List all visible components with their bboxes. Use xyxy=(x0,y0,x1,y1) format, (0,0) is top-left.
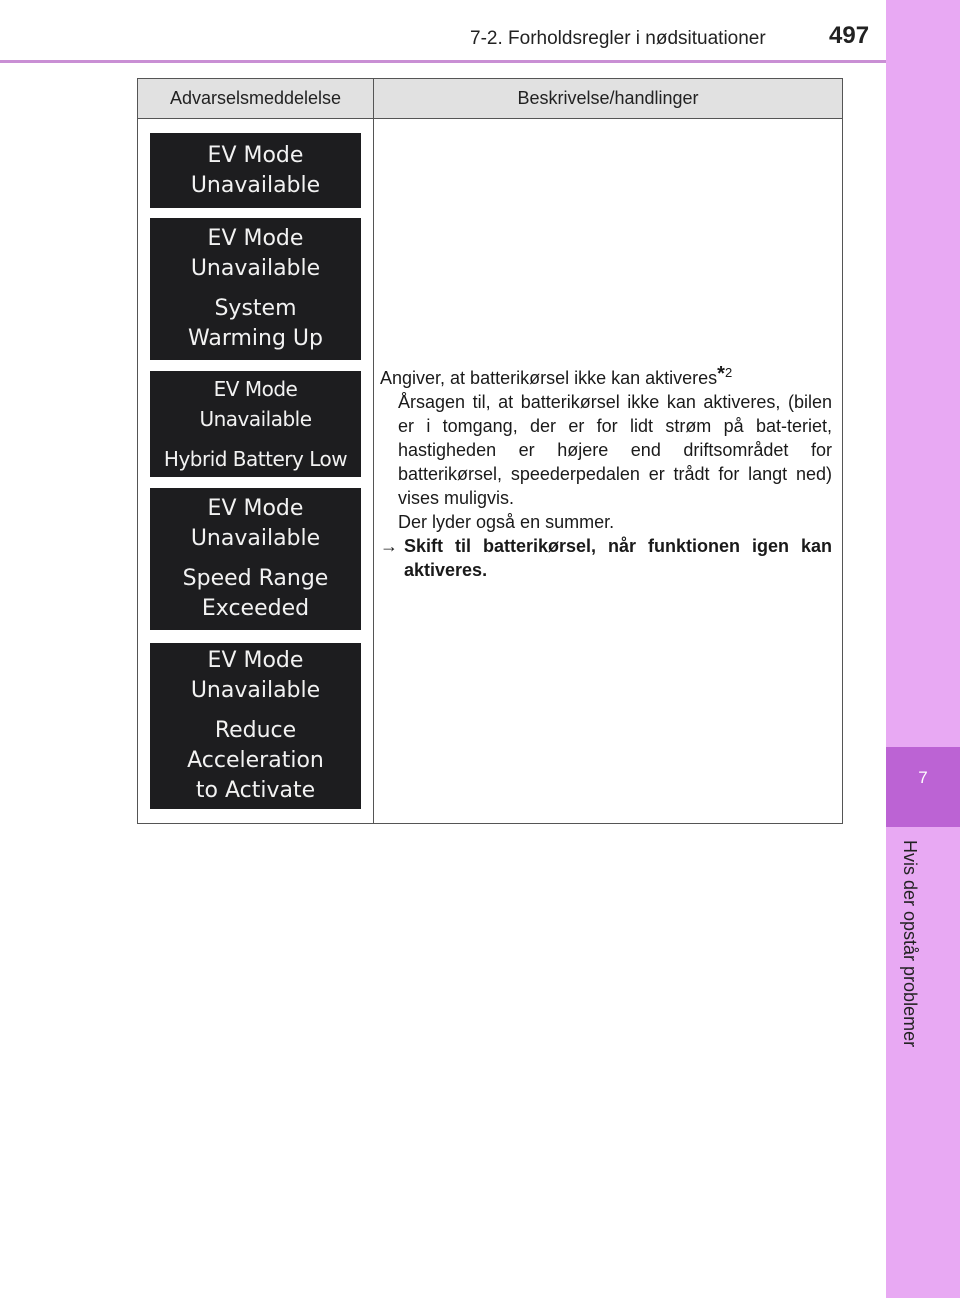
message-panel-speed-range-exceeded xyxy=(150,488,361,630)
page-number: 497 xyxy=(829,22,870,49)
arrow-right-icon: → xyxy=(380,536,398,556)
message-panel-ev-mode-unavailable xyxy=(150,133,361,208)
message-line: Speed Range xyxy=(182,566,329,591)
column-divider xyxy=(373,79,374,823)
message-line: Unavailable xyxy=(190,256,321,281)
description-cell xyxy=(380,361,832,582)
message-line: EV Mode xyxy=(213,377,298,401)
header-rule xyxy=(0,60,886,63)
description-lead-text: Angiver, at batterikørsel ikke kan aktiveres xyxy=(380,368,718,388)
message-line: Exceeded xyxy=(201,596,310,621)
warning-message-table xyxy=(137,78,843,824)
action-text: Skift til batterikørsel, når funktionen igen kan aktiveres. xyxy=(404,536,832,580)
description-cause: Årsagen til, at batterikørsel ikke kan aktiveres, (bilen er i tomgang, der er for lidt strøm på bat-teriet, hastigheden er højere end driftsområdet for batterikørsel, speederpedalen er trådt for langt ned) vises muligvis. xyxy=(398,392,832,508)
message-panel-reduce-acceleration xyxy=(150,643,361,809)
column-header-description: Beskrivelse/handlinger xyxy=(517,88,699,108)
chapter-side-tab xyxy=(886,0,960,1298)
message-line: System xyxy=(214,296,297,321)
message-line: Reduce xyxy=(214,718,297,743)
message-line: EV Mode xyxy=(207,142,304,168)
footnote-number: 2 xyxy=(724,365,733,380)
footnote-mark: * xyxy=(717,363,725,385)
message-line: Unavailable xyxy=(190,172,321,198)
table-header xyxy=(138,79,842,119)
description-lead xyxy=(380,361,832,390)
column-header-warning-message: Advarselsmeddelelse xyxy=(169,88,342,108)
message-line: Unavailable xyxy=(190,678,321,703)
message-line: EV Mode xyxy=(207,226,304,251)
message-line: Warming Up xyxy=(188,326,323,351)
chapter-number: 7 xyxy=(918,768,928,787)
message-line: EV Mode xyxy=(207,496,304,521)
message-line: Hybrid Battery Low xyxy=(163,447,348,471)
message-panel-system-warming-up xyxy=(150,218,361,360)
message-panel-hybrid-battery-low xyxy=(150,371,361,477)
section-title: 7-2. Forholdsregler i nødsituationer xyxy=(470,28,766,49)
description-action xyxy=(380,534,832,582)
message-line: EV Mode xyxy=(207,648,304,673)
message-line: Unavailable xyxy=(190,526,321,551)
chapter-title: Hvis der opstår problemer xyxy=(900,840,920,1048)
description-buzzer: Der lyder også en summer. xyxy=(398,512,615,532)
message-line: Acceleration xyxy=(187,748,324,773)
message-line: Unavailable xyxy=(199,407,312,431)
message-line: to Activate xyxy=(195,778,316,803)
